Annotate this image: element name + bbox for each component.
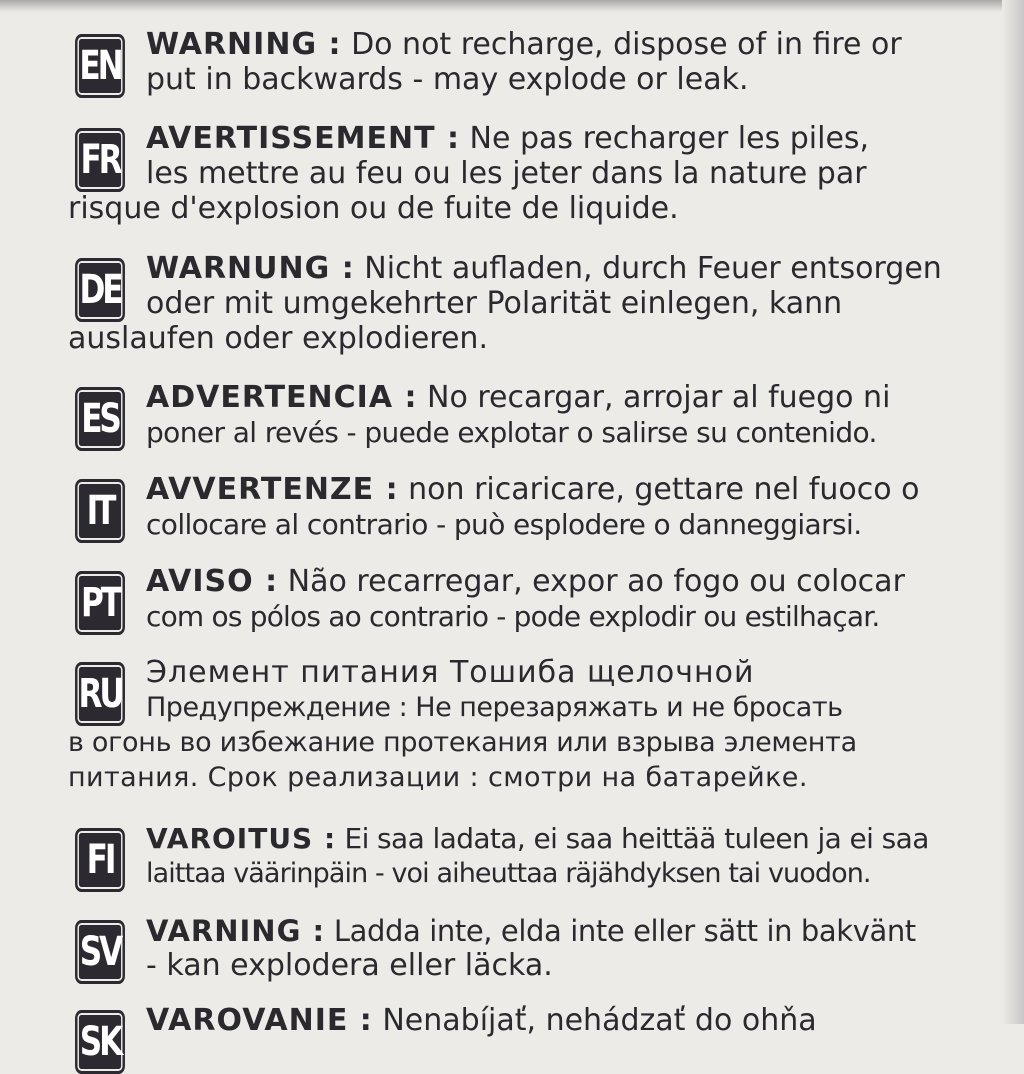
section-sv-text: Ladda inte, elda inte eller sätt in bakvänt	[333, 914, 916, 948]
section-sv-line-2: - kan explodera eller läcka.	[146, 948, 553, 983]
section-fi-line-1	[146, 822, 929, 856]
section-pt-text: Não recarregar, expor ao fogo ou colocar	[287, 564, 905, 599]
section-sv-line-1	[146, 914, 916, 948]
language-badge-ru: RU	[75, 662, 125, 726]
section-de-line-1	[146, 252, 942, 286]
section-en-line-1	[146, 28, 902, 62]
section-de-text: Nicht aufladen, durch Feuer entsorgen	[364, 251, 942, 286]
section-en-text: Do not recharge, dispose of in fire or	[351, 27, 902, 62]
language-badge-es: ES	[75, 387, 125, 451]
section-ru-line-4: питания. Срок реализации : смотри на батарейке.	[68, 762, 808, 793]
section-fr-text: Ne pas recharger les piles,	[469, 121, 870, 156]
section-fr-label: AVERTISSEMENT :	[146, 121, 460, 156]
section-es-line-2: poner al revés - puede explotar o salirse su contenido.	[146, 416, 877, 449]
section-de-label: WARNUNG :	[146, 251, 355, 286]
language-badge-en: EN	[75, 34, 125, 98]
section-fi-label: VAROITUS :	[146, 822, 337, 855]
section-fi-line-2: laittaa väärinpäin - voi aiheuttaa räjähdyksen tai vuodon.	[146, 858, 871, 889]
section-ru-line-2: Предупреждение : Не перезаряжать и не бросать	[146, 692, 843, 723]
section-es-text: No recargar, arrojar al fuego ni	[427, 380, 891, 415]
right-shadow	[1002, 0, 1024, 1024]
section-it-line-1	[146, 473, 919, 507]
section-sk-label: VAROVANIE :	[146, 1003, 373, 1038]
section-pt-line-2: com os pólos ao contrario - pode explodir ou estilhaçar.	[146, 600, 880, 633]
section-fr-line-2: les mettre au feu ou les jeter dans la nature par	[146, 156, 867, 191]
section-es-line-1	[146, 381, 890, 415]
section-fr-line-3: risque d'explosion ou de fuite de liquide.	[68, 191, 679, 226]
section-fi-text: Ei saa ladata, ei saa heittää tuleen ja ei saa	[344, 822, 929, 855]
section-de-line-2: oder mit umgekehrter Polarität einlegen, kann	[146, 286, 843, 321]
section-it-text: non ricaricare, gettare nel fuoco o	[408, 472, 920, 507]
language-badge-pt: PT	[75, 571, 125, 635]
language-badge-sk: SK	[75, 1010, 125, 1074]
section-de-line-3: auslaufen oder explodieren.	[68, 321, 488, 356]
language-badge-de: DE	[75, 258, 125, 322]
section-en-line-2: put in backwards - may explode or leak.	[146, 62, 749, 97]
language-badge-fi: FI	[75, 828, 125, 892]
section-fr-line-1	[146, 122, 869, 156]
section-it-label: AVVERTENZE :	[146, 472, 399, 507]
section-sk-text: Nenabíjať, nehádzať do ohňa	[382, 1003, 817, 1038]
section-sk-line-1	[146, 1004, 817, 1038]
section-sv-label: VARNING :	[146, 914, 326, 948]
section-pt-line-1	[146, 565, 905, 599]
language-badge-fr: FR	[75, 128, 125, 192]
section-es-label: ADVERTENCIA :	[146, 380, 418, 415]
section-ru-line-1: Элемент питания Тошиба щелочной	[146, 655, 755, 690]
section-ru-line-3: в огонь во избежание протекания или взрыва элемента	[68, 727, 857, 758]
language-badge-sv: SV	[75, 920, 125, 984]
language-badge-it: IT	[75, 479, 125, 543]
top-shadow	[0, 0, 1024, 12]
section-it-line-2: collocare al contrario - può esplodere o danneggiarsi.	[146, 508, 862, 541]
section-en-label: WARNING :	[146, 27, 342, 62]
section-pt-label: AVISO :	[146, 564, 279, 599]
